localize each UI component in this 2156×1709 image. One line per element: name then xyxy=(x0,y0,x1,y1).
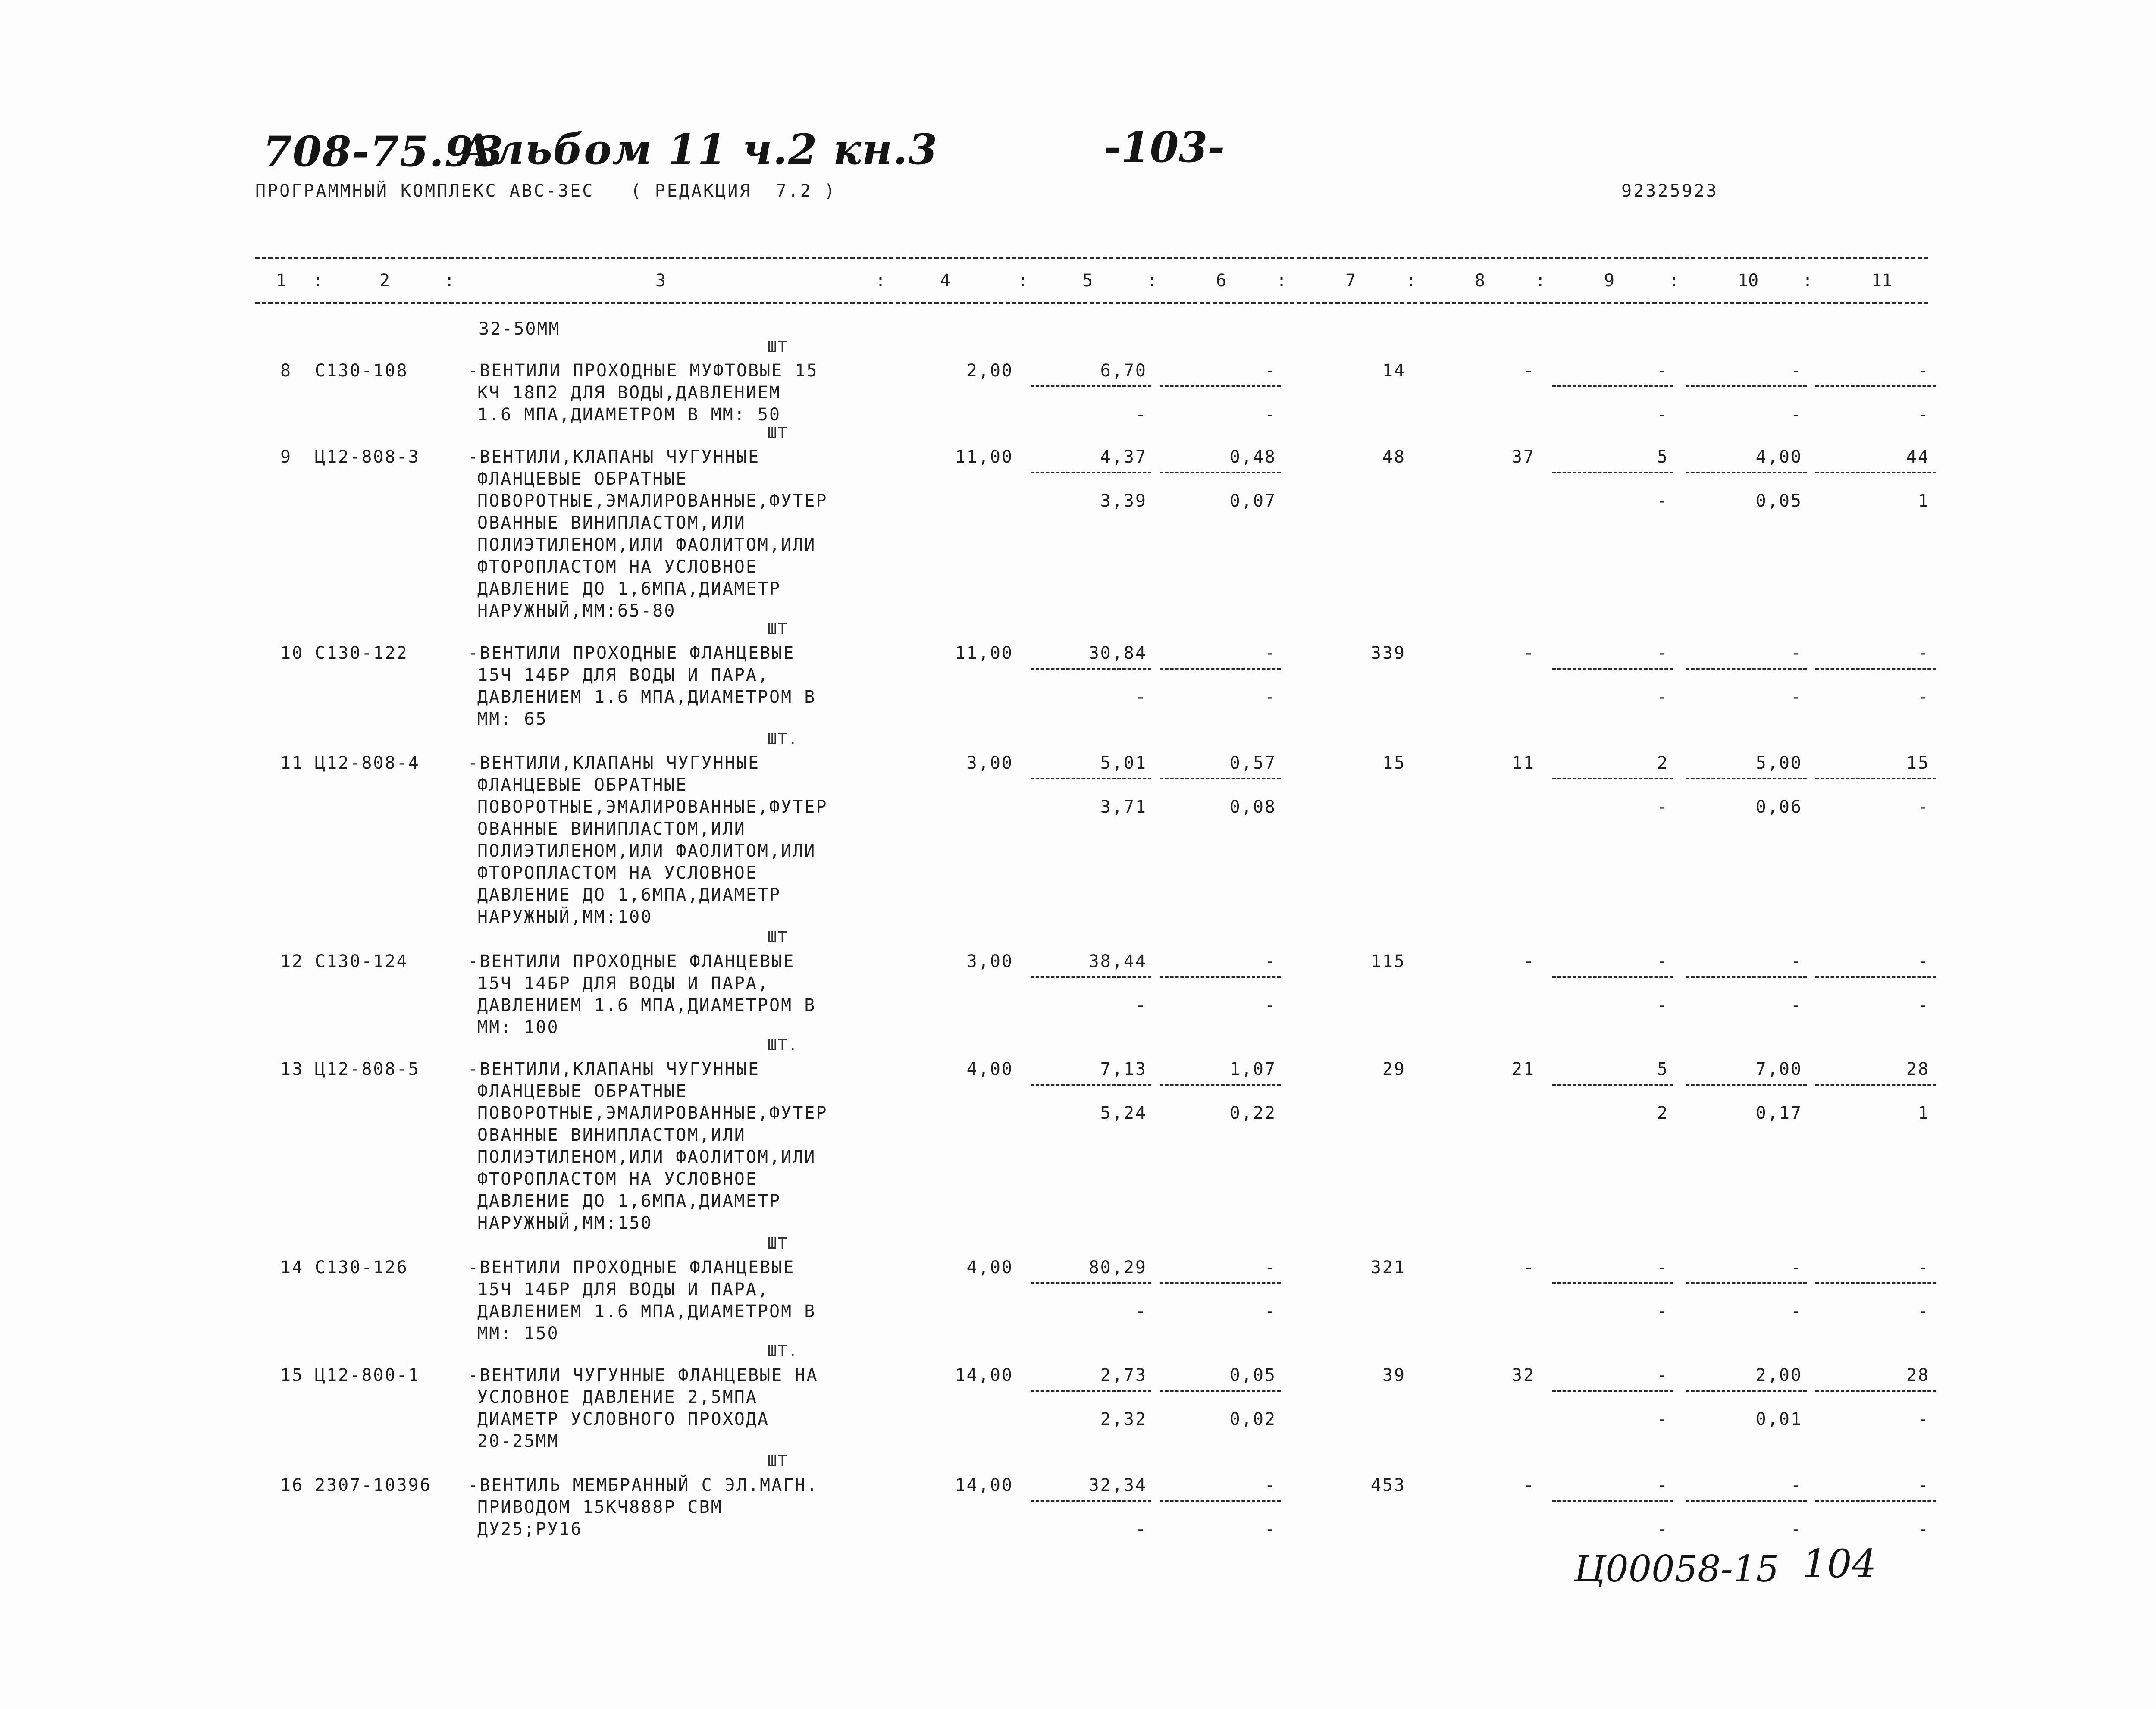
column-header: 11 xyxy=(1871,271,1893,291)
cell-col6-upper: 1,07 xyxy=(1229,1059,1276,1079)
cell-col6-lower: 0,22 xyxy=(1229,1103,1276,1123)
cell-col9-upper: 5 xyxy=(1657,1059,1669,1079)
cell-divider xyxy=(1686,1084,1807,1086)
cell-col10-lower: 0,17 xyxy=(1755,1103,1802,1123)
document-code: 708-75.93 xyxy=(263,127,504,176)
column-separator: : xyxy=(1669,271,1680,291)
row-description-line: ФЛАНЦЕВЫЕ ОБРАТНЫЕ xyxy=(477,1081,688,1101)
cell-divider xyxy=(1686,1390,1807,1392)
cell-quantity: 3,00 xyxy=(966,753,1013,773)
cell-quantity: 14,00 xyxy=(955,1365,1013,1385)
cell-divider xyxy=(1815,976,1936,978)
row-description-line: ДУ25;РУ16 xyxy=(477,1519,583,1539)
row-number: 8 xyxy=(280,361,292,381)
unit-of-measure: ШТ. xyxy=(768,1036,799,1054)
cell-col5-lower: - xyxy=(1135,1302,1147,1321)
cell-col8: 11 xyxy=(1511,753,1535,773)
column-header: 7 xyxy=(1345,271,1356,291)
row-description-line: ДАВЛЕНИЕМ 1.6 МПА,ДИАМЕТРОМ В xyxy=(477,995,816,1015)
row-description-line: -ВЕНТИЛИ,КЛАПАНЫ ЧУГУННЫЕ xyxy=(468,1059,760,1079)
cell-col7: 339 xyxy=(1370,643,1406,663)
row-description-line: 15Ч 14БР ДЛЯ ВОДЫ И ПАРА, xyxy=(477,1280,770,1299)
cell-col5-upper: 6,70 xyxy=(1100,361,1147,381)
cell-col11-lower: - xyxy=(1918,1302,1930,1321)
cell-col7: 29 xyxy=(1382,1059,1406,1079)
row-code: Ц12-800-1 xyxy=(315,1365,420,1385)
cell-col9-lower: 2 xyxy=(1657,1103,1669,1123)
cell-col7: 321 xyxy=(1370,1258,1406,1277)
row-description-line: УСЛОВНОЕ ДАВЛЕНИЕ 2,5МПА xyxy=(477,1387,758,1407)
table-top-rule xyxy=(255,257,1928,259)
row-description-line: ПОВОРОТНЫЕ,ЭМАЛИРОВАННЫЕ,ФУТЕР xyxy=(477,491,828,511)
cell-col8: 32 xyxy=(1511,1365,1535,1385)
row-number: 15 xyxy=(280,1365,304,1385)
cell-divider xyxy=(1031,385,1151,387)
cell-divider xyxy=(1552,1500,1673,1502)
row-description-line: НАРУЖНЫЙ,ММ:65-80 xyxy=(477,601,676,621)
cell-col11-lower: - xyxy=(1918,405,1930,425)
cell-col11-upper: - xyxy=(1918,952,1930,971)
row-description-line: ДАВЛЕНИЕМ 1.6 МПА,ДИАМЕТРОМ В xyxy=(477,687,816,707)
handwritten-sheet-number: 104 xyxy=(1802,1541,1877,1587)
cell-divider xyxy=(1815,1084,1936,1086)
row-description-line: ПОВОРОТНЫЕ,ЭМАЛИРОВАННЫЕ,ФУТЕР xyxy=(477,797,828,817)
cell-col8: - xyxy=(1523,361,1535,381)
column-separator: : xyxy=(444,271,455,291)
cell-divider xyxy=(1160,778,1281,779)
row-description-line: -ВЕНТИЛИ ПРОХОДНЫЕ ФЛАНЦЕВЫЕ xyxy=(468,1258,795,1277)
cell-col10-lower: 0,01 xyxy=(1755,1409,1802,1429)
cell-col9-lower: - xyxy=(1657,1519,1669,1539)
row-description-line: -ВЕНТИЛИ ЧУГУННЫЕ ФЛАНЦЕВЫЕ НА xyxy=(468,1365,818,1385)
row-description-line: ММ: 65 xyxy=(477,709,548,729)
cell-col5-upper: 32,34 xyxy=(1088,1475,1147,1495)
table-header-rule xyxy=(255,302,1928,304)
cell-col6-lower: 0,07 xyxy=(1229,491,1276,511)
cell-divider xyxy=(1686,1500,1807,1502)
unit-of-measure: ШТ xyxy=(768,1235,788,1252)
cell-col9-upper: - xyxy=(1657,1258,1669,1277)
cell-divider xyxy=(1552,385,1673,387)
row-description-line: ПОЛИЭТИЛЕНОМ,ИЛИ ФАОЛИТОМ,ИЛИ xyxy=(477,841,816,861)
cell-quantity: 4,00 xyxy=(966,1258,1013,1277)
unit-of-measure: ШТ xyxy=(768,620,788,638)
cell-col7: 48 xyxy=(1382,447,1406,467)
cell-divider xyxy=(1552,1282,1673,1284)
cell-col5-lower: 3,39 xyxy=(1100,491,1147,511)
column-separator: : xyxy=(875,271,886,291)
row-number: 11 xyxy=(280,753,304,773)
row-code: С130-108 xyxy=(315,361,408,381)
cell-divider xyxy=(1815,778,1936,779)
cell-col8: 21 xyxy=(1511,1059,1535,1079)
row-description-line: 15Ч 14БР ДЛЯ ВОДЫ И ПАРА, xyxy=(477,973,770,993)
cell-col5-lower: - xyxy=(1135,1519,1147,1539)
cell-col6-upper: - xyxy=(1264,361,1276,381)
cell-col9-lower: - xyxy=(1657,1409,1669,1429)
cell-col6-lower: - xyxy=(1264,1519,1276,1539)
cell-col10-upper: - xyxy=(1790,1475,1802,1495)
cell-col11-lower: - xyxy=(1918,1519,1930,1539)
column-header: 10 xyxy=(1738,271,1759,291)
cell-col5-upper: 7,13 xyxy=(1100,1059,1147,1079)
column-header: 4 xyxy=(940,271,951,291)
cell-quantity: 14,00 xyxy=(955,1475,1013,1495)
row-description-line: -ВЕНТИЛИ ПРОХОДНЫЕ ФЛАНЦЕВЫЕ xyxy=(468,952,795,971)
column-separator: : xyxy=(1535,271,1546,291)
cell-col9-upper: 2 xyxy=(1657,753,1669,773)
unit-of-measure: ШТ. xyxy=(768,730,799,748)
document-id: 92325923 xyxy=(1621,181,1718,201)
cell-col10-lower: - xyxy=(1790,995,1802,1015)
unit-of-measure: ШТ xyxy=(768,424,788,442)
row-description-line: ДИАМЕТР УСЛОВНОГО ПРОХОДА xyxy=(477,1409,770,1429)
column-header: 9 xyxy=(1604,271,1615,291)
column-separator: : xyxy=(1406,271,1416,291)
cell-col8: - xyxy=(1523,1258,1535,1277)
row-description-line: -ВЕНТИЛИ ПРОХОДНЫЕ МУФТОВЫЕ 15 xyxy=(468,361,818,381)
cell-divider xyxy=(1160,1390,1281,1392)
cell-divider xyxy=(1031,668,1151,670)
cell-col5-upper: 30,84 xyxy=(1088,643,1147,663)
cell-col6-lower: 0,02 xyxy=(1229,1409,1276,1429)
cell-col6-upper: 0,48 xyxy=(1229,447,1276,467)
column-header: 5 xyxy=(1082,271,1093,291)
row-code: С130-124 xyxy=(315,952,408,971)
cell-col7: 15 xyxy=(1382,753,1406,773)
cell-col6-lower: - xyxy=(1264,995,1276,1015)
cell-divider xyxy=(1815,1282,1936,1284)
cell-divider xyxy=(1552,976,1673,978)
unit-of-measure: ШТ. xyxy=(768,1343,799,1360)
row-description-line: 20-25ММ xyxy=(477,1431,559,1451)
row-description-line: КЧ 18П2 ДЛЯ ВОДЫ,ДАВЛЕНИЕМ xyxy=(477,383,781,403)
row-description-line: ОВАННЫЕ ВИНИПЛАСТОМ,ИЛИ xyxy=(477,1125,746,1145)
cell-col9-upper: - xyxy=(1657,643,1669,663)
cell-col9-upper: - xyxy=(1657,952,1669,971)
cell-col10-upper: - xyxy=(1790,361,1802,381)
row-description-line: ОВАННЫЕ ВИНИПЛАСТОМ,ИЛИ xyxy=(477,513,746,533)
cell-col10-lower: - xyxy=(1790,405,1802,425)
cell-col8: - xyxy=(1523,643,1535,663)
row-number: 9 xyxy=(280,447,292,467)
cell-divider xyxy=(1031,472,1151,473)
cell-col11-upper: - xyxy=(1918,1258,1930,1277)
cell-col11-upper: 28 xyxy=(1906,1059,1930,1079)
row-description-line: ММ: 100 xyxy=(477,1017,559,1037)
cell-col11-upper: - xyxy=(1918,643,1930,663)
unit-of-measure: ШТ xyxy=(768,338,788,356)
cell-col10-upper: 2,00 xyxy=(1755,1365,1802,1385)
cell-col11-lower: - xyxy=(1918,797,1930,817)
cell-col9-upper: - xyxy=(1657,361,1669,381)
cell-divider xyxy=(1031,1282,1151,1284)
cell-col6-lower: - xyxy=(1264,687,1276,707)
row-description-line: ДАВЛЕНИЕ ДО 1,6МПА,ДИАМЕТР xyxy=(477,885,781,905)
cell-quantity: 11,00 xyxy=(955,447,1013,467)
cell-col9-lower: - xyxy=(1657,995,1669,1015)
cell-divider xyxy=(1552,1390,1673,1392)
row-description-line: ПОЛИЭТИЛЕНОМ,ИЛИ ФАОЛИТОМ,ИЛИ xyxy=(477,1147,816,1167)
column-separator: : xyxy=(313,271,323,291)
cell-col9-upper: - xyxy=(1657,1475,1669,1495)
row-description-line: ФЛАНЦЕВЫЕ ОБРАТНЫЕ xyxy=(477,469,688,489)
cell-col8: - xyxy=(1523,1475,1535,1495)
cell-quantity: 3,00 xyxy=(966,952,1013,971)
row-description-line: ФТОРОПЛАСТОМ НА УСЛОВНОЕ xyxy=(477,863,758,883)
cell-col7: 453 xyxy=(1370,1475,1406,1495)
cell-divider xyxy=(1686,976,1807,978)
cell-quantity: 11,00 xyxy=(955,643,1013,663)
row-description-line: ПОВОРОТНЫЕ,ЭМАЛИРОВАННЫЕ,ФУТЕР xyxy=(477,1103,828,1123)
cell-col6-upper: - xyxy=(1264,952,1276,971)
column-header: 3 xyxy=(655,271,666,291)
cell-col5-lower: - xyxy=(1135,405,1147,425)
cell-col10-lower: 0,06 xyxy=(1755,797,1802,817)
album-reference: Альбом 11 ч.2 кн.3 xyxy=(459,125,938,174)
cell-divider xyxy=(1815,385,1936,387)
cell-col5-upper: 5,01 xyxy=(1100,753,1147,773)
cell-col9-lower: - xyxy=(1657,1302,1669,1321)
row-description-line: ФЛАНЦЕВЫЕ ОБРАТНЫЕ xyxy=(477,775,688,795)
row-description-line: НАРУЖНЫЙ,ММ:150 xyxy=(477,1213,653,1233)
row-description-line: ОВАННЫЕ ВИНИПЛАСТОМ,ИЛИ xyxy=(477,819,746,839)
row-code: Ц12-808-5 xyxy=(315,1059,420,1079)
cell-col5-lower: - xyxy=(1135,995,1147,1015)
cell-col10-upper: 5,00 xyxy=(1755,753,1802,773)
cell-col10-lower: 0,05 xyxy=(1755,491,1802,511)
cell-divider xyxy=(1686,778,1807,779)
row-description-line: -ВЕНТИЛИ,КЛАПАНЫ ЧУГУННЫЕ xyxy=(468,447,760,467)
row-description-line: ФТОРОПЛАСТОМ НА УСЛОВНОЕ xyxy=(477,1169,758,1189)
column-header: 2 xyxy=(379,271,390,291)
handwritten-sheet-code: Ц00058-15 xyxy=(1574,1548,1779,1590)
cell-col9-upper: 5 xyxy=(1657,447,1669,467)
cell-col6-upper: - xyxy=(1264,1475,1276,1495)
row-description-line: ДАВЛЕНИЕ ДО 1,6МПА,ДИАМЕТР xyxy=(477,1191,781,1211)
cell-col11-lower: 1 xyxy=(1918,1103,1930,1123)
cell-col6-upper: - xyxy=(1264,1258,1276,1277)
cell-divider xyxy=(1686,472,1807,473)
cell-col6-upper: 0,05 xyxy=(1229,1365,1276,1385)
cell-divider xyxy=(1031,778,1151,779)
cell-divider xyxy=(1815,668,1936,670)
row-code: С130-122 xyxy=(315,643,408,663)
cell-col6-upper: 0,57 xyxy=(1229,753,1276,773)
cell-divider xyxy=(1031,1500,1151,1502)
cell-col11-upper: - xyxy=(1918,1475,1930,1495)
row-description-line: -ВЕНТИЛЬ МЕМБРАННЫЙ С ЭЛ.МАГН. xyxy=(468,1475,818,1495)
column-separator: : xyxy=(1018,271,1028,291)
cell-col9-lower: - xyxy=(1657,797,1669,817)
row-code: 2307-10396 xyxy=(315,1475,432,1495)
row-description-line: ММ: 150 xyxy=(477,1324,559,1343)
cell-col11-lower: - xyxy=(1918,995,1930,1015)
row-description-line: -ВЕНТИЛИ ПРОХОДНЫЕ ФЛАНЦЕВЫЕ xyxy=(468,643,795,663)
row-description-line: -ВЕНТИЛИ,КЛАПАНЫ ЧУГУННЫЕ xyxy=(468,753,760,773)
cell-col10-upper: - xyxy=(1790,1258,1802,1277)
cell-col6-lower: 0,08 xyxy=(1229,797,1276,817)
row-code: Ц12-808-3 xyxy=(315,447,420,467)
cell-divider xyxy=(1552,668,1673,670)
cell-divider xyxy=(1815,472,1936,473)
cell-col11-lower: 1 xyxy=(1918,491,1930,511)
cell-col7: 39 xyxy=(1382,1365,1406,1385)
cell-divider xyxy=(1686,668,1807,670)
cell-col5-upper: 4,37 xyxy=(1100,447,1147,467)
row-code: С130-126 xyxy=(315,1258,408,1277)
cell-col10-upper: 4,00 xyxy=(1755,447,1802,467)
column-separator: : xyxy=(1147,271,1158,291)
cell-col10-upper: 7,00 xyxy=(1755,1059,1802,1079)
cell-quantity: 2,00 xyxy=(966,361,1013,381)
cell-divider xyxy=(1686,1282,1807,1284)
cell-col7: 14 xyxy=(1382,361,1406,381)
cell-col10-upper: - xyxy=(1790,952,1802,971)
cell-divider xyxy=(1815,1390,1936,1392)
row-number: 14 xyxy=(280,1258,304,1277)
row-number: 10 xyxy=(280,643,304,663)
cell-divider xyxy=(1031,976,1151,978)
row-description-line: НАРУЖНЫЙ,ММ:100 xyxy=(477,907,653,927)
cell-divider xyxy=(1160,472,1281,473)
cell-divider xyxy=(1031,1084,1151,1086)
row-description-line: ДАВЛЕНИЕМ 1.6 МПА,ДИАМЕТРОМ В xyxy=(477,1302,816,1321)
column-separator: : xyxy=(1276,271,1287,291)
row-description-line: ПРИВОДОМ 15КЧ888Р СВМ xyxy=(477,1497,723,1517)
row-number: 16 xyxy=(280,1475,304,1495)
cell-col5-lower: 3,71 xyxy=(1100,797,1147,817)
cell-col5-upper: 2,73 xyxy=(1100,1365,1147,1385)
column-header: 8 xyxy=(1475,271,1485,291)
cell-col11-lower: - xyxy=(1918,687,1930,707)
cell-divider xyxy=(1815,1500,1936,1502)
row-description-line: 1.6 МПА,ДИАМЕТРОМ В ММ: 50 xyxy=(477,405,781,425)
cell-col11-upper: 44 xyxy=(1906,447,1930,467)
cell-col5-upper: 80,29 xyxy=(1088,1258,1147,1277)
cell-col10-upper: - xyxy=(1790,643,1802,663)
program-title: ПРОГРАММНЫЙ КОМПЛЕКС АВС-3ЕС ( РЕДАКЦИЯ 7.2 ) xyxy=(255,181,837,201)
cell-divider xyxy=(1160,1500,1281,1502)
cell-col6-lower: - xyxy=(1264,405,1276,425)
cell-divider xyxy=(1160,668,1281,670)
cell-col5-upper: 38,44 xyxy=(1088,952,1147,971)
unit-of-measure: ШТ xyxy=(768,1452,788,1470)
cell-divider xyxy=(1686,385,1807,387)
row-number: 13 xyxy=(280,1059,304,1079)
cell-divider xyxy=(1552,1084,1673,1086)
cell-col5-lower: - xyxy=(1135,687,1147,707)
cell-col6-upper: - xyxy=(1264,643,1276,663)
cell-divider xyxy=(1160,1084,1281,1086)
row-description-line: ПОЛИЭТИЛЕНОМ,ИЛИ ФАОЛИТОМ,ИЛИ xyxy=(477,535,816,555)
cell-col11-upper: 28 xyxy=(1906,1365,1930,1385)
cell-col8: - xyxy=(1523,952,1535,971)
cell-col11-upper: - xyxy=(1918,361,1930,381)
column-header: 6 xyxy=(1216,271,1227,291)
cell-col9-upper: - xyxy=(1657,1365,1669,1385)
cell-col5-lower: 2,32 xyxy=(1100,1409,1147,1429)
cell-col10-lower: - xyxy=(1790,1302,1802,1321)
cell-divider xyxy=(1160,385,1281,387)
row-number: 12 xyxy=(280,952,304,971)
lead-line: 32-50ММ xyxy=(479,319,561,339)
page-number: -103- xyxy=(1104,123,1225,172)
cell-divider xyxy=(1160,976,1281,978)
cell-col8: 37 xyxy=(1511,447,1535,467)
row-description-line: 15Ч 14БР ДЛЯ ВОДЫ И ПАРА, xyxy=(477,665,770,685)
unit-of-measure: ШТ xyxy=(768,929,788,946)
column-header: 1 xyxy=(276,271,287,291)
cell-divider xyxy=(1160,1282,1281,1284)
cell-col11-upper: 15 xyxy=(1906,753,1930,773)
cell-col7: 115 xyxy=(1370,952,1406,971)
cell-col9-lower: - xyxy=(1657,405,1669,425)
cell-col10-lower: - xyxy=(1790,1519,1802,1539)
row-description-line: ФТОРОПЛАСТОМ НА УСЛОВНОЕ xyxy=(477,557,758,577)
cell-quantity: 4,00 xyxy=(966,1059,1013,1079)
row-code: Ц12-808-4 xyxy=(315,753,420,773)
cell-col5-lower: 5,24 xyxy=(1100,1103,1147,1123)
cell-divider xyxy=(1552,472,1673,473)
cell-col9-lower: - xyxy=(1657,491,1669,511)
cell-col6-lower: - xyxy=(1264,1302,1276,1321)
row-description-line: ДАВЛЕНИЕ ДО 1,6МПА,ДИАМЕТР xyxy=(477,579,781,599)
column-separator: : xyxy=(1802,271,1813,291)
cell-col11-lower: - xyxy=(1918,1409,1930,1429)
cell-col9-lower: - xyxy=(1657,687,1669,707)
cell-col10-lower: - xyxy=(1790,687,1802,707)
cell-divider xyxy=(1552,778,1673,779)
cell-divider xyxy=(1031,1390,1151,1392)
